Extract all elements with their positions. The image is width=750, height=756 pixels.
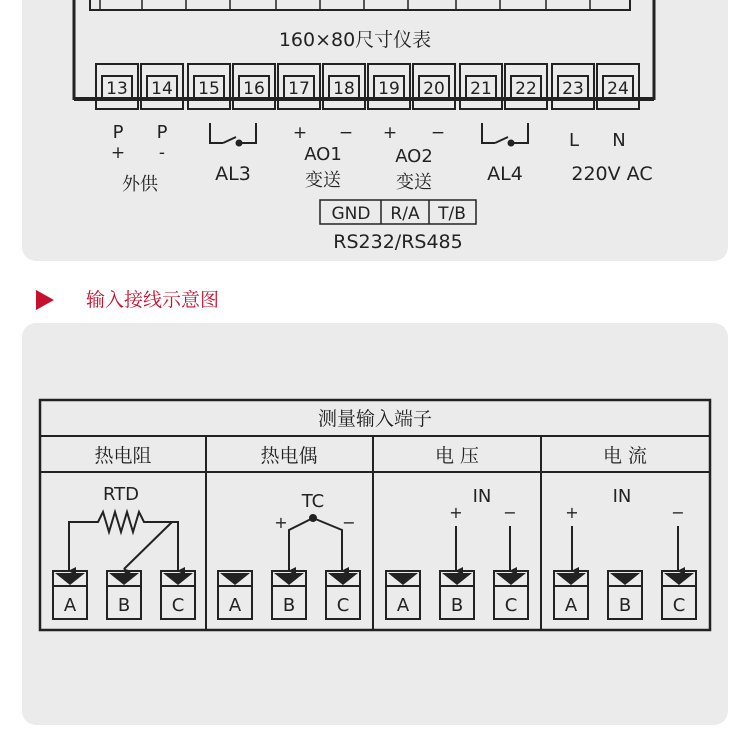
voltage-in-label: IN [472,486,492,507]
terminal-23 [552,64,594,109]
terminal-letter: A [564,595,578,616]
terminal-number: 19 [378,79,400,99]
p1-sign: + [110,143,126,163]
ao2-label: AO2 [395,146,433,167]
p2-sign: - [158,143,166,163]
power-label: 220V AC [571,163,653,185]
ao2-minus: − [430,123,446,143]
terminal-letter: B [117,595,131,616]
terminal-letter: A [396,595,410,616]
terminal-marker-icon [109,573,139,585]
terminal-letter: C [672,595,686,616]
p2-label: P [156,122,168,143]
ao1-plus: + [292,123,308,143]
thermocouple-junction-icon [289,515,342,571]
terminal-18 [323,64,365,109]
input-wiring-panel [22,323,728,725]
current-minus: − [671,503,685,522]
terminal-14 [141,64,183,109]
rtd-resistor-icon [69,512,178,571]
terminal-letter: B [618,595,632,616]
terminal-17 [278,64,320,109]
terminal-letter: C [336,595,350,616]
terminal-19 [368,64,410,109]
terminal-number: 21 [470,79,492,99]
terminal-block-row [96,64,639,109]
terminal-21 [460,64,502,109]
l-label: L [568,130,580,151]
terminal-number: 14 [151,79,173,99]
terminal-group-2 [218,571,360,619]
terminal-22 [505,64,547,109]
terminal-marker-icon [556,573,586,585]
current-arrows-icon [572,526,678,571]
external-supply-label: 外供 [122,174,158,195]
column-current: 电 流 [602,445,648,467]
comm-label: RS232/RS485 [333,231,463,253]
voltage-plus: + [449,503,463,522]
comm-ra: R/A [390,204,420,224]
n-label: N [612,130,626,151]
terminal-marker-icon [442,573,472,585]
tc-plus: + [274,513,288,532]
terminal-a [554,571,588,619]
input-wiring-table [22,323,728,725]
terminal-letter: A [63,595,77,616]
p1-label: P [112,122,124,143]
terminal-number: 20 [423,79,445,99]
current-in-label: IN [612,486,632,507]
tc-minus: − [342,513,356,532]
comm-port-box [320,200,476,224]
terminal-c [494,571,528,619]
terminal-b [272,571,306,619]
terminal-c [161,571,195,619]
terminal-16 [233,64,275,109]
terminal-letter: B [450,595,464,616]
al3-label: AL3 [215,163,251,185]
terminal-number: 17 [288,79,310,99]
terminal-marker-icon [664,573,694,585]
terminal-marker-icon [328,573,358,585]
ao2-plus: + [382,123,398,143]
comm-tb: T/B [438,204,466,224]
terminal-marker-icon [610,573,640,585]
terminal-marker-icon [220,573,250,585]
terminal-marker-icon [274,573,304,585]
voltage-minus: − [503,503,517,522]
terminal-wiring-diagram [22,0,728,261]
terminal-group-3 [386,571,528,619]
comm-gnd: GND [331,204,371,224]
tc-label: TC [301,491,325,512]
ao1-sub-label: 变送 [305,170,341,191]
terminal-marker-icon [163,573,193,585]
abc-terminal-groups [53,571,696,619]
terminal-letter: B [282,595,296,616]
terminal-24 [597,64,639,109]
terminal-15 [188,64,230,109]
column-thermocouple: 热电偶 [260,445,318,467]
terminal-number: 18 [333,79,355,99]
voltage-arrows-icon [456,526,510,571]
terminal-c [326,571,360,619]
terminal-b [440,571,474,619]
terminal-number: 22 [515,79,537,99]
terminal-number: 13 [106,79,128,99]
terminal-letter: A [228,595,242,616]
meter-size-label: 160×80尺寸仪表 [278,29,432,51]
terminal-marker-icon [55,573,85,585]
relay-al3-icon [210,123,256,146]
terminal-a [53,571,87,619]
terminal-number: 16 [243,79,265,99]
upper-terminal-block [90,0,630,10]
terminal-group-1 [53,571,195,619]
ao1-minus: − [338,123,354,143]
table-title: 测量输入端子 [317,408,433,430]
column-voltage: 电 压 [434,445,480,467]
ao2-sub-label: 变送 [396,172,432,193]
ao1-label: AO1 [304,144,342,165]
terminal-marker-icon [496,573,526,585]
terminal-number: 15 [198,79,220,99]
section-title: 输入接线示意图 [86,289,220,311]
rear-terminal-panel [22,0,728,261]
terminal-13 [96,64,138,109]
relay-al4-icon [482,123,528,146]
terminal-letter: C [504,595,518,616]
al4-label: AL4 [487,163,523,185]
terminal-number: 23 [562,79,584,99]
current-plus: + [565,503,579,522]
terminal-b [107,571,141,619]
terminal-marker-icon [388,573,418,585]
terminal-group-4 [554,571,696,619]
triangle-arrow-icon [36,290,54,310]
terminal-20 [413,64,455,109]
rtd-label: RTD [102,484,140,505]
terminal-a [218,571,252,619]
terminal-b [608,571,642,619]
column-rtd: 热电阻 [94,445,152,467]
terminal-number: 24 [607,79,629,99]
terminal-letter: C [171,595,185,616]
terminal-a [386,571,420,619]
terminal-c [662,571,696,619]
